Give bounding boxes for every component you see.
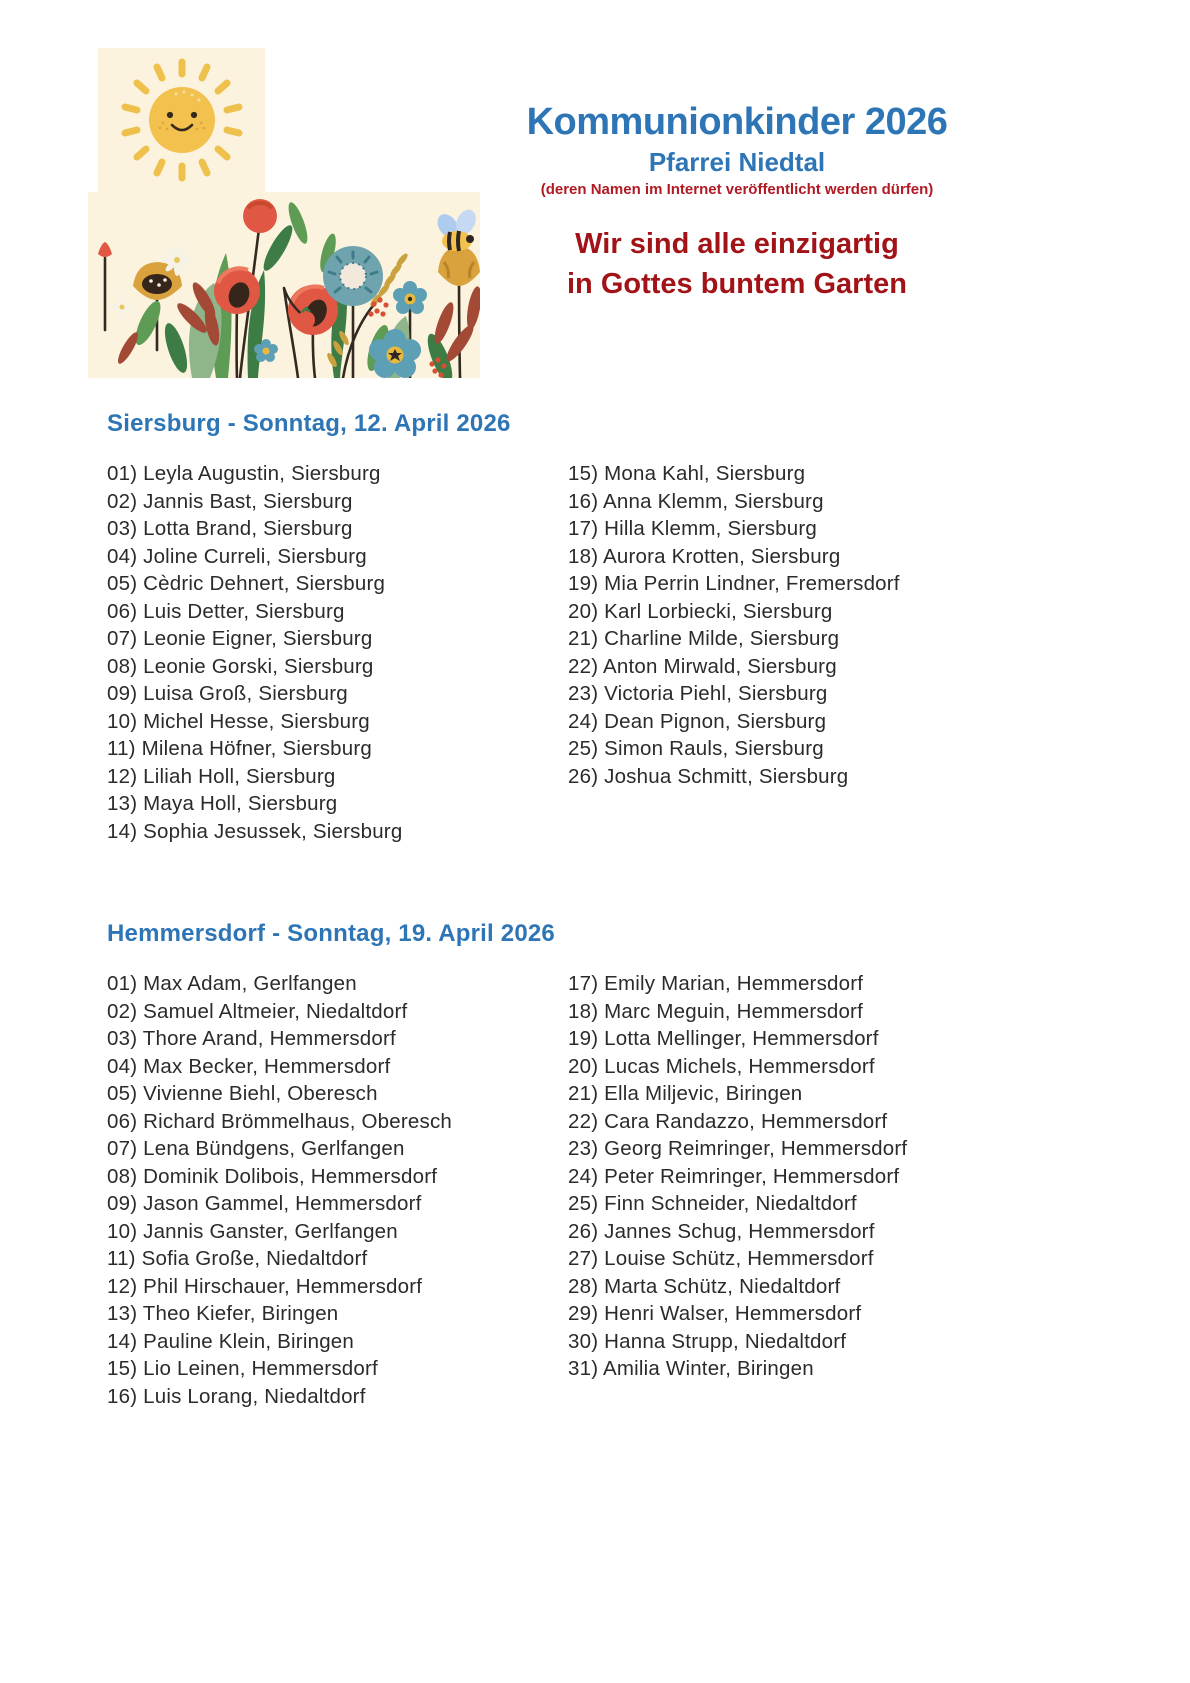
list-item: 07) Lena Bündgens, Gerlfangen bbox=[107, 1137, 405, 1160]
list-item: 10) Michel Hesse, Siersburg bbox=[107, 709, 370, 733]
list-item: 14) Pauline Klein, Biringen bbox=[107, 1329, 354, 1353]
list-item: 01) Max Adam, Gerlfangen bbox=[107, 972, 357, 995]
slogan bbox=[482, 224, 992, 304]
list-item: 11) Milena Höfner, Siersburg bbox=[107, 737, 373, 760]
list-item: 26) Joshua Schmitt, Siersburg bbox=[568, 764, 849, 788]
list-item: 30) Hanna Strupp, Niedaltdorf bbox=[568, 1329, 847, 1353]
list-item: 19) Mia Perrin Lindner, Fremersdorf bbox=[568, 572, 900, 595]
privacy-note: (deren Namen im Internet veröffentlicht werden dürfen) bbox=[540, 181, 934, 198]
siersburg-name-list-left bbox=[107, 460, 568, 845]
list-item: 28) Marta Schütz, Niedaltdorf bbox=[568, 1274, 841, 1298]
section-siersburg-heading: Siersburg - Sonntag, 12. April 2026 bbox=[107, 410, 511, 437]
list-item: 26) Jannes Schug, Hemmersdorf bbox=[568, 1219, 875, 1243]
hemmersdorf-name-list-left bbox=[107, 970, 568, 1410]
list-item: 17) Hilla Klemm, Siersburg bbox=[568, 517, 817, 540]
slogan-line-1: Wir sind alle einzigartig bbox=[575, 228, 899, 260]
list-item: 25) Simon Rauls, Siersburg bbox=[568, 737, 824, 760]
list-item: 21) Ella Miljevic, Biringen bbox=[568, 1082, 803, 1105]
list-item: 09) Jason Gammel, Hemmersdorf bbox=[107, 1192, 422, 1215]
list-item: 09) Luisa Groß, Siersburg bbox=[107, 682, 348, 705]
list-item: 18) Marc Meguin, Hemmersdorf bbox=[568, 999, 863, 1023]
list-item: 03) Thore Arand, Hemmersdorf bbox=[107, 1027, 396, 1050]
section-hemmersdorf-columns bbox=[107, 970, 1107, 1410]
list-item: 12) Phil Hirschauer, Hemmersdorf bbox=[107, 1274, 423, 1298]
list-item: 13) Maya Holl, Siersburg bbox=[107, 792, 338, 815]
section-siersburg bbox=[107, 408, 1107, 845]
list-item: 22) Anton Mirwald, Siersburg bbox=[568, 654, 837, 678]
siersburg-name-list-right bbox=[568, 460, 1107, 790]
list-item: 25) Finn Schneider, Niedaltdorf bbox=[568, 1192, 857, 1215]
list-item: 13) Theo Kiefer, Biringen bbox=[107, 1302, 339, 1325]
list-item: 23) Victoria Piehl, Siersburg bbox=[568, 682, 828, 705]
section-hemmersdorf bbox=[107, 918, 1107, 1410]
list-item: 05) Vivienne Biehl, Oberesch bbox=[107, 1082, 378, 1105]
header bbox=[482, 100, 992, 304]
list-item: 11) Sofia Große, Niedaltdorf bbox=[107, 1247, 368, 1270]
page-subtitle: Pfarrei Niedtal bbox=[648, 147, 826, 177]
list-item: 03) Lotta Brand, Siersburg bbox=[107, 517, 353, 540]
list-item: 06) Richard Brömmelhaus, Oberesch bbox=[107, 1109, 452, 1133]
list-item: 29) Henri Walser, Hemmersdorf bbox=[568, 1302, 862, 1325]
list-item: 27) Louise Schütz, Hemmersdorf bbox=[568, 1247, 874, 1270]
list-item: 12) Liliah Holl, Siersburg bbox=[107, 764, 336, 788]
list-item: 04) Max Becker, Hemmersdorf bbox=[107, 1054, 391, 1078]
list-item: 24) Peter Reimringer, Hemmersdorf bbox=[568, 1164, 900, 1188]
list-item: 20) Lucas Michels, Hemmersdorf bbox=[568, 1054, 875, 1078]
list-item: 20) Karl Lorbiecki, Siersburg bbox=[568, 599, 833, 623]
list-item: 31) Amilia Winter, Biringen bbox=[568, 1357, 814, 1380]
list-item: 01) Leyla Augustin, Siersburg bbox=[107, 462, 381, 485]
list-item: 14) Sophia Jesussek, Siersburg bbox=[107, 819, 403, 843]
list-item: 19) Lotta Mellinger, Hemmersdorf bbox=[568, 1027, 879, 1050]
list-item: 05) Cèdric Dehnert, Siersburg bbox=[107, 572, 386, 595]
slogan-line-2: in Gottes buntem Garten bbox=[567, 268, 907, 300]
list-item: 10) Jannis Ganster, Gerlfangen bbox=[107, 1219, 398, 1243]
sun-flowers-illustration bbox=[88, 48, 480, 378]
list-item: 24) Dean Pignon, Siersburg bbox=[568, 709, 827, 733]
section-siersburg-columns bbox=[107, 460, 1107, 845]
list-item: 04) Joline Curreli, Siersburg bbox=[107, 544, 367, 568]
list-item: 07) Leonie Eigner, Siersburg bbox=[107, 627, 373, 650]
list-item: 02) Samuel Altmeier, Niedaltdorf bbox=[107, 999, 408, 1023]
hemmersdorf-name-list-right bbox=[568, 970, 1107, 1383]
list-item: 17) Emily Marian, Hemmersdorf bbox=[568, 972, 864, 995]
list-item: 18) Aurora Krotten, Siersburg bbox=[568, 544, 841, 568]
list-item: 15) Mona Kahl, Siersburg bbox=[568, 462, 806, 485]
list-item: 22) Cara Randazzo, Hemmersdorf bbox=[568, 1109, 888, 1133]
list-item: 21) Charline Milde, Siersburg bbox=[568, 627, 840, 650]
list-item: 16) Anna Klemm, Siersburg bbox=[568, 489, 824, 513]
list-item: 06) Luis Detter, Siersburg bbox=[107, 599, 345, 623]
list-item: 08) Dominik Dolibois, Hemmersdorf bbox=[107, 1164, 438, 1188]
section-hemmersdorf-heading: Hemmersdorf - Sonntag, 19. April 2026 bbox=[107, 920, 555, 947]
page-title: Kommunionkinder 2026 bbox=[526, 101, 948, 143]
list-item: 16) Luis Lorang, Niedaltdorf bbox=[107, 1384, 366, 1408]
list-item: 08) Leonie Gorski, Siersburg bbox=[107, 654, 374, 678]
list-item: 23) Georg Reimringer, Hemmersdorf bbox=[568, 1137, 908, 1160]
list-item: 15) Lio Leinen, Hemmersdorf bbox=[107, 1357, 378, 1380]
list-item: 02) Jannis Bast, Siersburg bbox=[107, 489, 353, 513]
